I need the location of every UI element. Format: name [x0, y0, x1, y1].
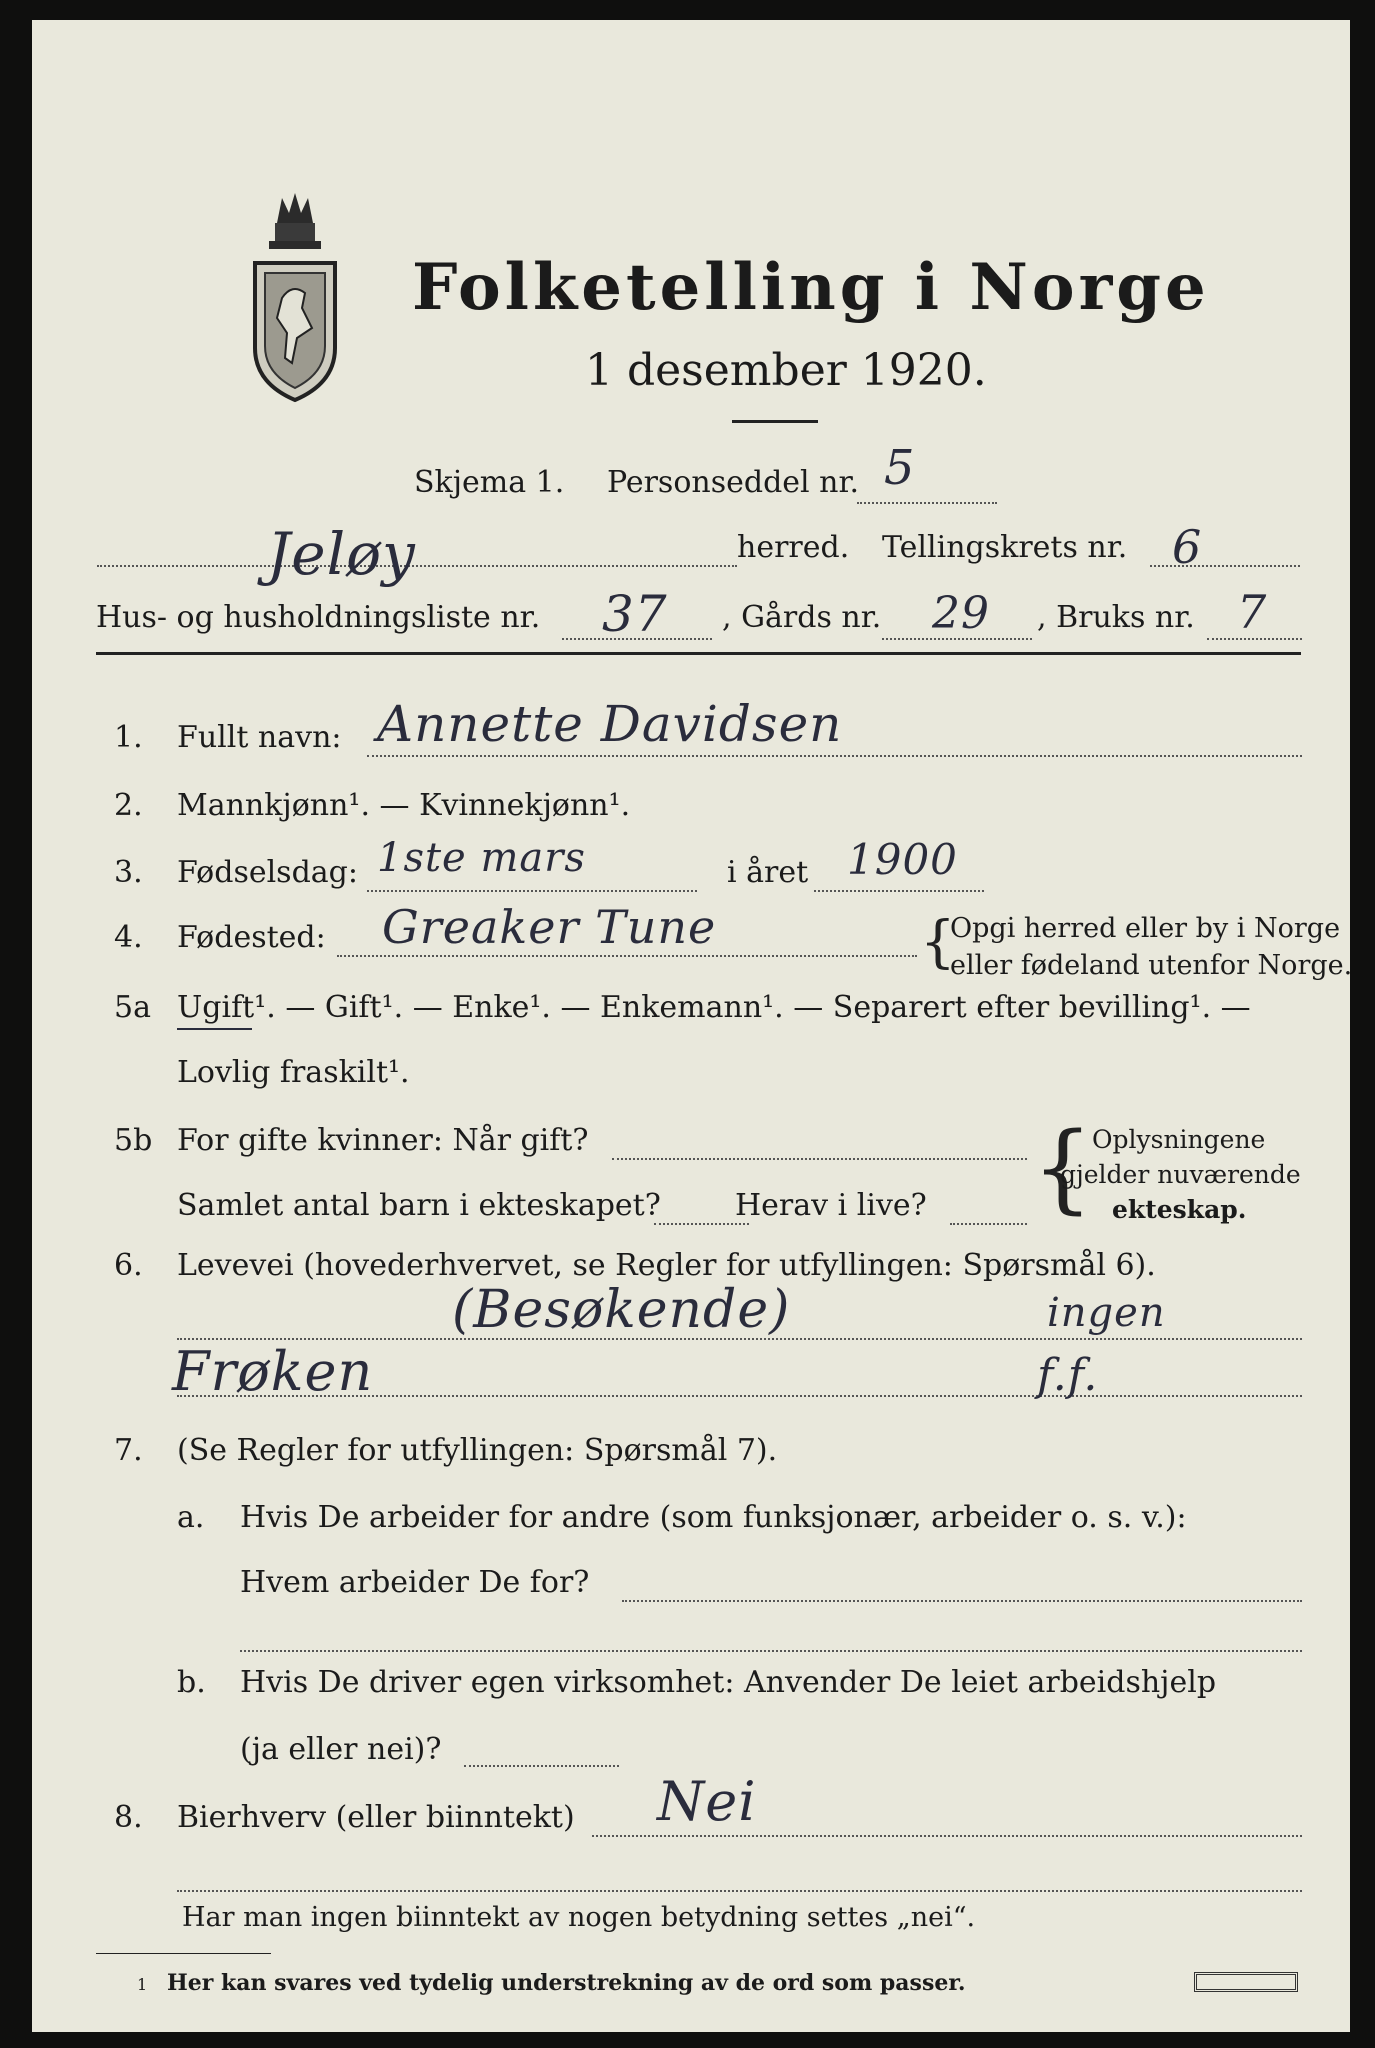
herred-name: Jeløy	[267, 520, 416, 588]
husliste-label: Hus- og husholdningsliste nr.	[96, 600, 541, 635]
q7b-line-1: Hvis De driver egen virksomhet: Anvender De leiet arbeidshjelp	[240, 1665, 1217, 1700]
footer-note: Har man ingen biinntekt av nogen betydning settes „nei“.	[182, 1902, 976, 1933]
q1-line	[367, 755, 1302, 757]
q4-note-1: Opgi herred eller by i Norge	[950, 913, 1341, 944]
title-rule	[732, 420, 818, 423]
q7a-letter: a.	[177, 1500, 205, 1535]
q8-number: 8.	[114, 1800, 143, 1835]
personseddel-line	[857, 502, 997, 504]
herred-line	[97, 565, 737, 567]
q4-answer: Greaker Tune	[382, 900, 717, 954]
q4-brace: {	[920, 910, 956, 975]
footnote-text: Her kan svares ved tydelig understrekning av de ord som passer.	[167, 1970, 966, 1996]
q3-year: 1900	[847, 835, 958, 884]
gards-number: 29	[932, 588, 990, 639]
norway-coat-of-arms-icon	[247, 188, 342, 408]
q3-year-line	[814, 890, 984, 892]
herred-label: herred.	[737, 530, 850, 565]
footnote-mark: 1	[137, 1975, 148, 1994]
personseddel-number: 5	[884, 440, 916, 496]
q5b-brace: {	[1032, 1112, 1094, 1224]
bruks-label: , Bruks nr.	[1037, 600, 1195, 635]
q1-answer: Annette Davidsen	[377, 695, 843, 753]
q8-line	[592, 1835, 1302, 1837]
q7a-extra-line	[240, 1650, 1302, 1652]
q3-date-line	[367, 890, 697, 892]
q5a-number: 5a	[114, 990, 151, 1025]
q7b-letter: b.	[177, 1665, 206, 1700]
ugift-underline	[177, 1028, 252, 1030]
census-form-page	[32, 20, 1353, 2032]
q4-line	[337, 955, 917, 957]
husliste-number: 37	[602, 585, 668, 643]
q5a-line-2: Lovlig fraskilt¹.	[177, 1055, 410, 1090]
census-date: 1 desember 1920.	[585, 345, 987, 396]
q7a-line-1: Hvis De arbeider for andre (som funksjonær, arbeider o. s. v.):	[240, 1500, 1187, 1535]
q7a-employer-line	[622, 1600, 1302, 1602]
q5b-alive-line	[950, 1223, 1027, 1225]
q5b-number: 5b	[114, 1123, 153, 1158]
form-title: Folketelling i Norge	[412, 250, 1210, 325]
q6-label: Levevei (hovederhvervet, se Regler for utfyllingen: Spørsmål 6).	[177, 1248, 1156, 1283]
footnote-rule	[96, 1953, 271, 1954]
bruks-number: 7	[1237, 585, 1268, 639]
q5a-line-1: Ugift¹. — Gift¹. — Enke¹. — Enkemann¹. — Separert efter bevilling¹. —	[177, 990, 1251, 1025]
tellingskrets-number: 6	[1172, 520, 1203, 574]
q5b-line-2b: Herav i live?	[735, 1188, 927, 1223]
personseddel-label: Personseddel nr.	[607, 465, 860, 500]
q5b-line-2a: Samlet antal barn i ekteskapet?	[177, 1188, 661, 1223]
q5b-married-line	[612, 1158, 1027, 1160]
q6-answer-1b: ingen	[1047, 1290, 1166, 1336]
q5b-note-1: Oplysningene	[1092, 1125, 1266, 1154]
q3-number: 3.	[114, 855, 143, 890]
q3-answer: 1ste mars	[377, 835, 586, 881]
q7-label: (Se Regler for utfyllingen: Spørsmål 7).	[177, 1433, 778, 1468]
q7b-answer-line	[464, 1765, 619, 1767]
q6-number: 6.	[114, 1248, 143, 1283]
q7b-line-2: (ja eller nei)?	[240, 1732, 442, 1767]
q6-answer-2b: f.f.	[1037, 1350, 1099, 1401]
q4-label: Fødested:	[177, 920, 326, 955]
q7a-line-2: Hvem arbeider De for?	[240, 1565, 590, 1600]
q7-number: 7.	[114, 1433, 143, 1468]
q5b-note-2: gjelder nuværende	[1060, 1160, 1301, 1189]
q8-label: Bierhverv (eller biinntekt)	[177, 1800, 575, 1835]
q5b-children-line	[654, 1223, 749, 1225]
skjema-label: Skjema 1.	[414, 465, 565, 500]
header-divider	[96, 652, 1301, 655]
q1-label: Fullt navn:	[177, 720, 342, 755]
q8-extra-line	[177, 1890, 1302, 1892]
q3-year-label: i året	[727, 855, 809, 890]
gards-label: , Gårds nr.	[722, 600, 882, 635]
printer-stamp-icon	[1194, 1972, 1298, 1992]
q5b-note-3: ekteskap.	[1112, 1195, 1247, 1224]
tellingskrets-label: Tellingskrets nr.	[882, 530, 1128, 565]
q6-answer-1: (Besøkende)	[452, 1280, 791, 1340]
q4-note-2: eller fødeland utenfor Norge.	[950, 950, 1353, 981]
q6-answer-2: Frøken	[172, 1340, 374, 1403]
q4-number: 4.	[114, 920, 143, 955]
q3-label: Fødselsdag:	[177, 855, 358, 890]
q2-label: Mannkjønn¹. — Kvinnekjønn¹.	[177, 788, 631, 823]
q2-number: 2.	[114, 788, 143, 823]
q5b-line-1: For gifte kvinner: Når gift?	[177, 1123, 589, 1158]
q1-number: 1.	[114, 720, 143, 755]
q8-answer: Nei	[657, 1770, 757, 1833]
